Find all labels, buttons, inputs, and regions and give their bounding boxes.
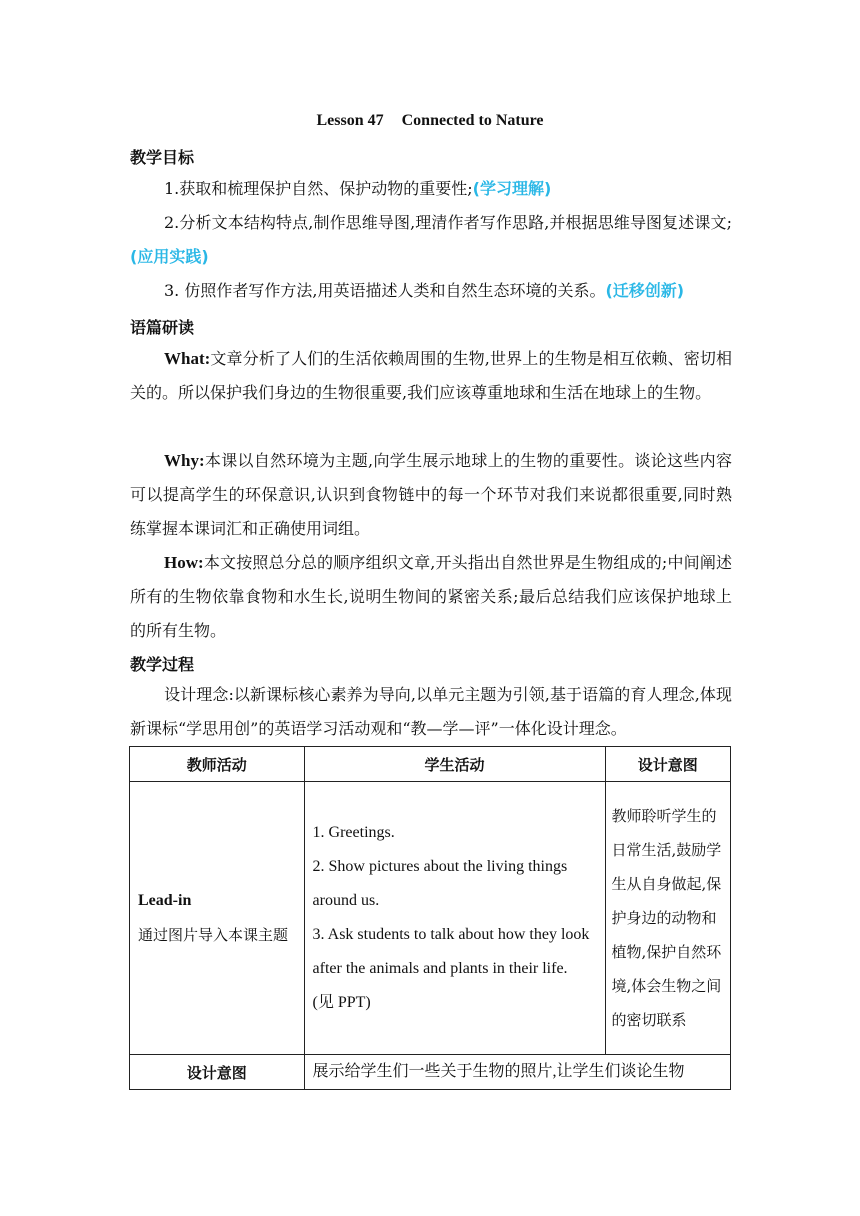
- student-line: 1. Greetings.: [312, 824, 395, 841]
- intent-cell: 教师聆听学生的日常生活,鼓励学生从自身做起,保护身边的动物和植物,保护自然环境,体会生物之间的密切联系: [605, 782, 731, 1055]
- section-heading-goals: 教学目标: [130, 148, 195, 167]
- header-student: 学生活动: [304, 747, 605, 782]
- student-line: (见 PPT): [312, 994, 371, 1011]
- student-line: 3. Ask students to talk about how they look after the animals and plants in their life.: [312, 926, 590, 977]
- goal-1: 1.获取和梳理保护自然、保护动物的重要性;(学习理解): [164, 179, 552, 198]
- process-intro: 设计理念:以新课标核心素养为导向,以单元主题为引领,基于语篇的育人理念,体现新课标“学思用创”的英语学习活动观和“教—学—评”一体化设计理念。: [130, 685, 732, 738]
- lesson-title: Lesson 47 Connected to Nature: [316, 112, 544, 129]
- lead-in-cell: [130, 782, 305, 1055]
- why-label: Why:: [164, 451, 205, 470]
- lead-in-title: Lead-in: [138, 892, 192, 909]
- why-paragraph: Why:本课以自然环境为主题,向学生展示地球上的生物的重要性。谈论这些内容可以提高学生的环保意识,认识到食物链中的每一个环节对我们来说都很重要,同时熟练掌握本课词汇和正确使用词组。: [130, 451, 732, 538]
- design-intent-label: 设计意图: [130, 1055, 305, 1090]
- table-row: [130, 782, 731, 1055]
- student-activity-cell: [304, 782, 605, 1055]
- table-header-row: [130, 747, 731, 782]
- header-teacher: 教师活动: [130, 747, 305, 782]
- what-paragraph: What:文章分析了人们的生活依赖周围的生物,世界上的生物是相互依赖、密切相关的。所以保护我们身边的生物很重要,我们应该尊重地球和生活在地球上的生物。: [130, 349, 732, 402]
- table-row: [130, 1055, 731, 1090]
- goal-3: 3. 仿照作者写作方法,用英语描述人类和自然生态环境的关系。(迁移创新): [164, 281, 685, 300]
- design-intent-text: 展示给学生们一些关于生物的照片,让学生们谈论生物: [304, 1055, 730, 1090]
- goal-1-tag: (学习理解): [472, 179, 552, 198]
- lead-in-subtitle: 通过图片导入本课主题: [138, 926, 289, 944]
- section-heading-process: 教学过程: [130, 655, 195, 674]
- student-line: 2. Show pictures about the living things around us.: [312, 858, 568, 909]
- goal-3-tag: (迁移创新): [605, 281, 685, 300]
- teaching-table: [129, 746, 731, 1090]
- how-paragraph: How:本文按照总分总的顺序组织文章,开头指出自然世界是生物组成的;中间阐述所有的生物依靠食物和水生长,说明生物间的紧密关系;最后总结我们应该保护地球上的所有生物。: [130, 553, 732, 640]
- how-label: How:: [164, 553, 204, 572]
- section-heading-reading: 语篇研读: [130, 318, 195, 337]
- goal-2: 2.分析文本结构特点,制作思维导图,理清作者写作思路,并根据思维导图复述课文;(应用实践): [130, 213, 732, 266]
- what-label: What:: [164, 349, 211, 368]
- goal-2-tag: (应用实践): [130, 247, 209, 266]
- header-intent: 设计意图: [605, 747, 731, 782]
